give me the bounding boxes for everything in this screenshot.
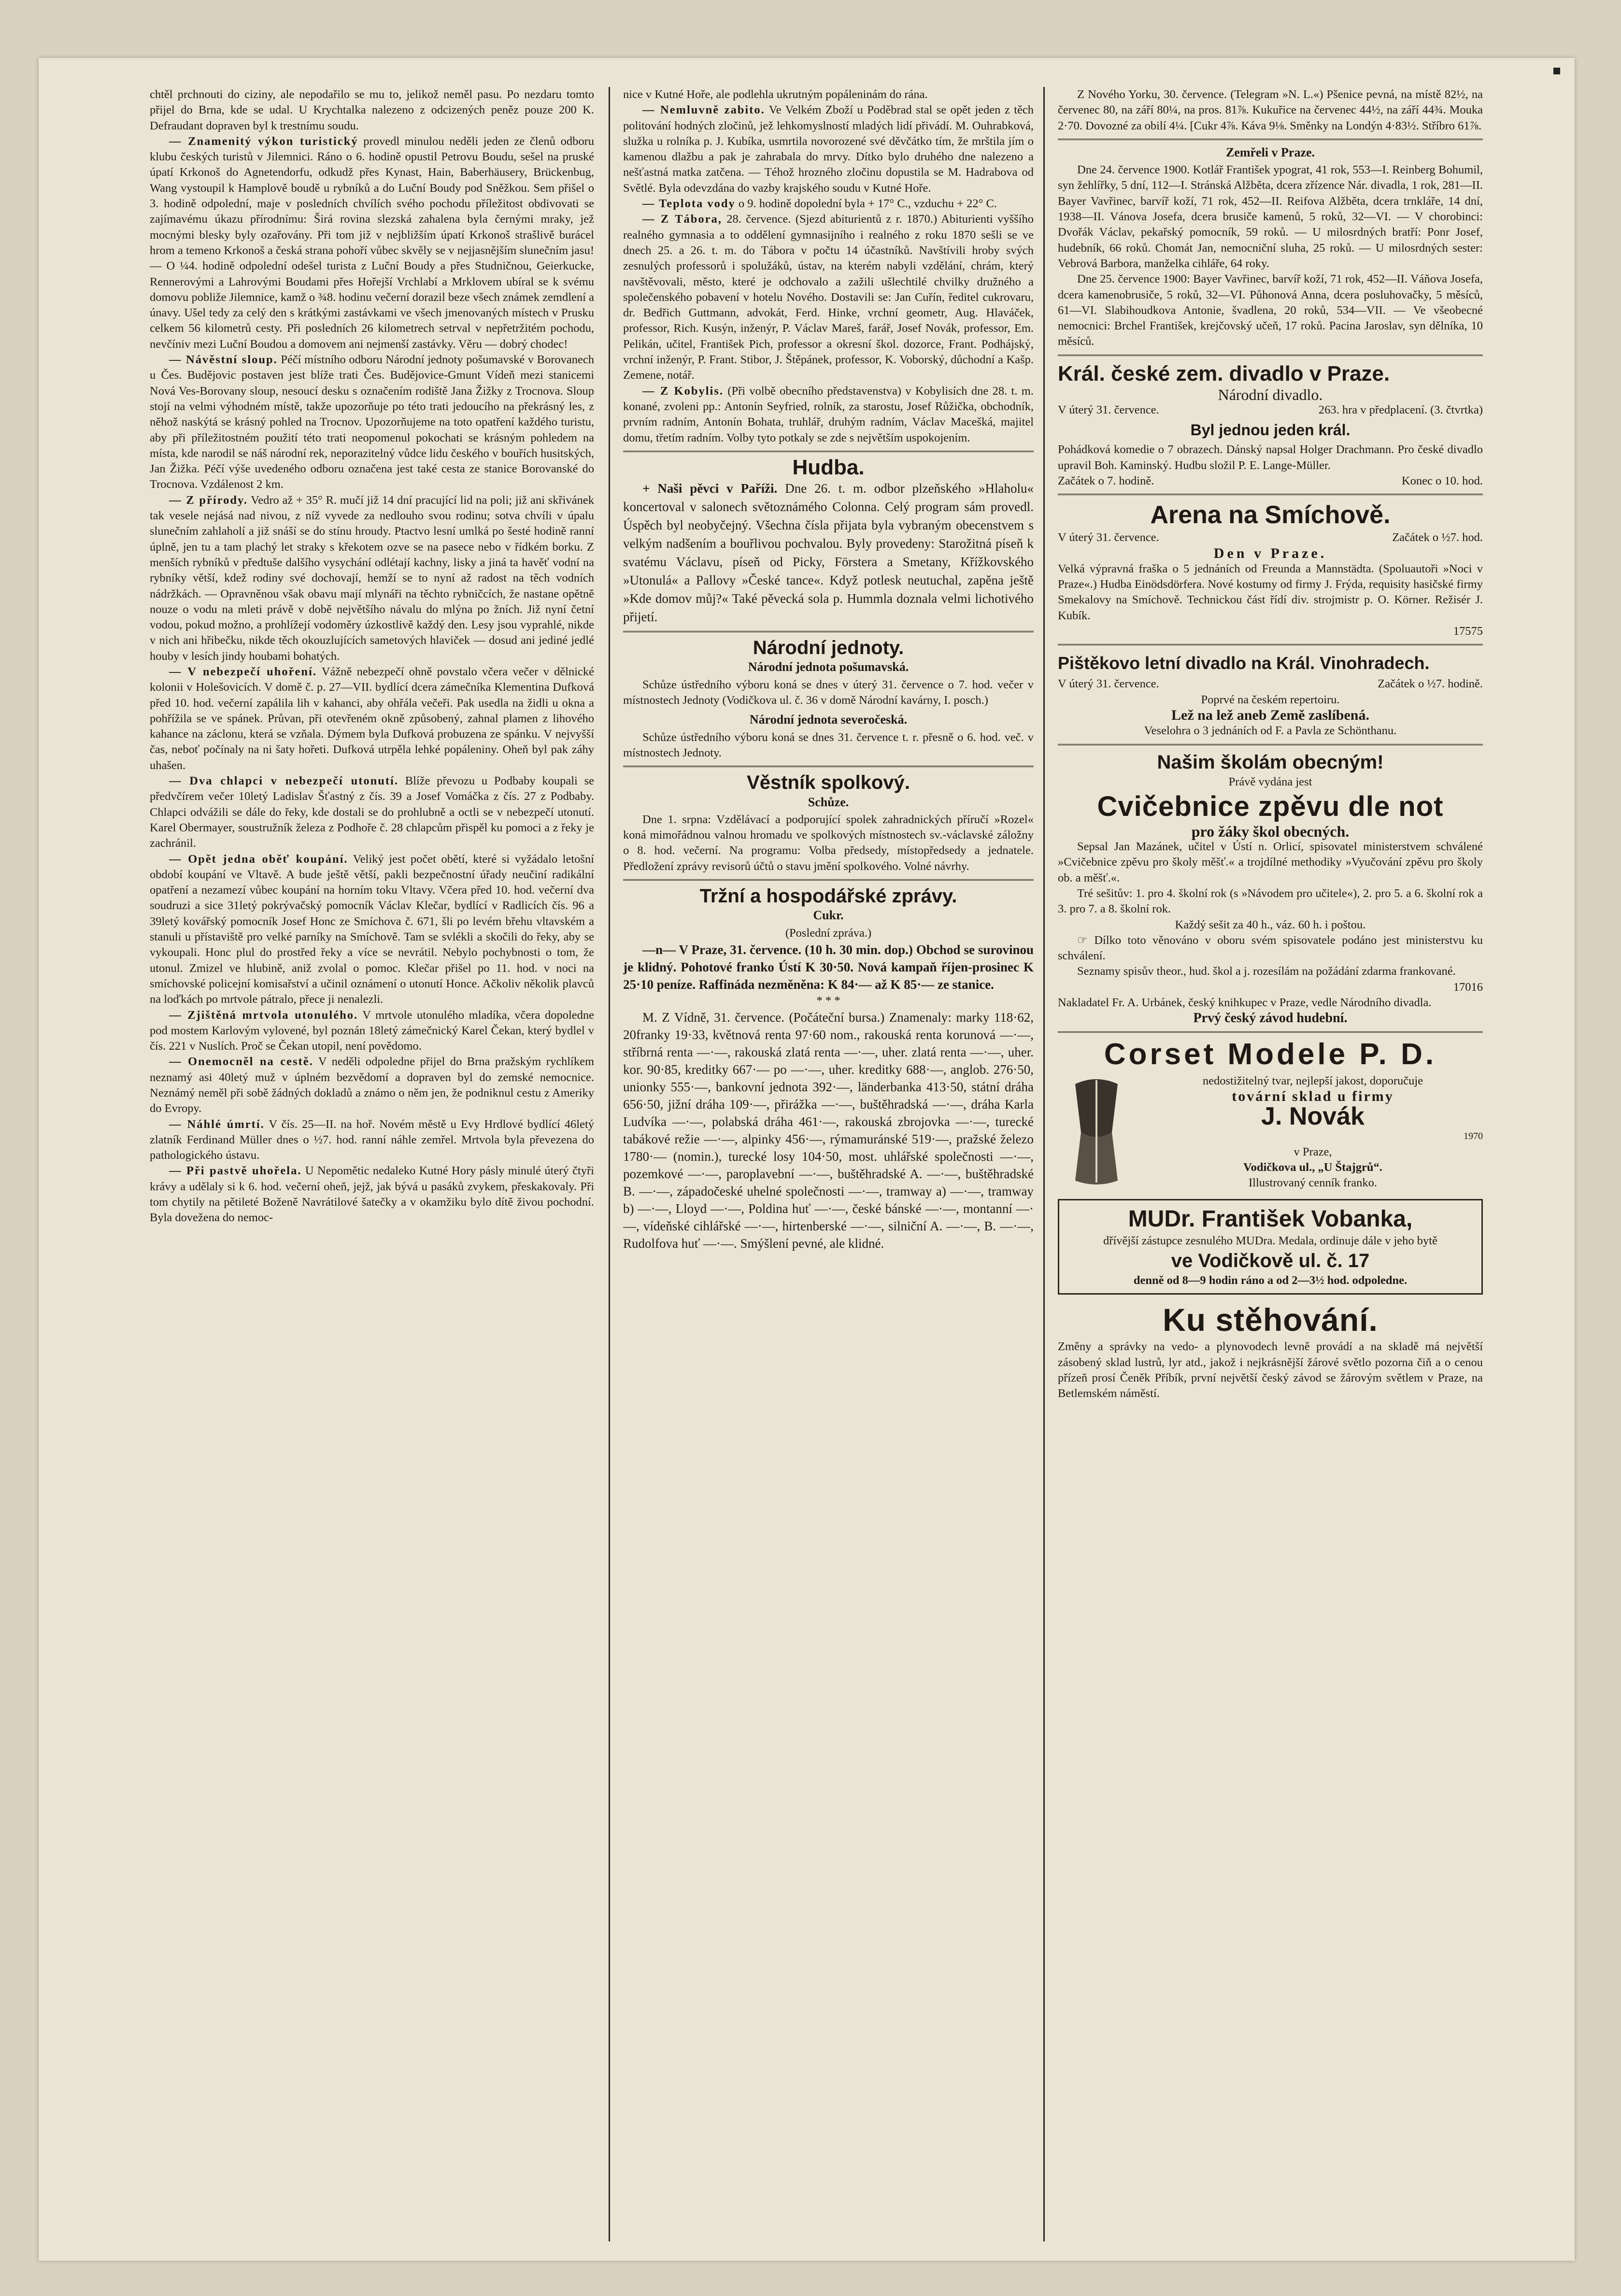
firm-name: J. Novák bbox=[1261, 1102, 1365, 1131]
article-headline: — Onemocněl na cestě. bbox=[169, 1055, 313, 1069]
article-text: V mrtvole utonulého mladíka, včera dopoledne pod mostem Karlovým vylovené, byl poznán 18letý zámečnický Karel Čekan, který bydlel v čís. 221 v Nuslích. Proč se Čekan utopil, není povědomo. bbox=[150, 1008, 594, 1053]
theatre-title: Pištěkovo letní divadlo na Král. Vinohradech. bbox=[1058, 653, 1430, 673]
article-headline: + Naši pěvci v Paříži. bbox=[642, 481, 778, 496]
section-title-hudba: Hudba. bbox=[792, 455, 865, 479]
column-middle bbox=[623, 87, 1034, 2241]
article-text: (Při volbě obecního představenstva) v Kobylisích dne 28. t. m. konané, zvoleni pp.: Antonín Seyfried, rolník, za starostu, Josef Růžička, obchodník, prvním radním, Antonín Bohata, truhlář, druhým radním, Václav Macešká, majitel domu, třetím radním. Volby tyto potkaly se zde s největším uspokojením. bbox=[623, 384, 1034, 444]
paragraph: nice v Kutné Hoře, ale podlehla ukrutným popáleninám do rána. bbox=[623, 88, 928, 101]
article-headline: — Znamenitý výkon turistický bbox=[169, 134, 358, 148]
column-rule bbox=[609, 87, 610, 2241]
ad-footer: Prvý český závod hudební. bbox=[1193, 1011, 1348, 1026]
article bbox=[623, 479, 1034, 626]
article-headline: — Dva chlapci v nebezpečí utonutí. bbox=[169, 774, 398, 788]
article-headline: — Při pastvě uhořela. bbox=[169, 1164, 302, 1178]
ad-title: MUDr. František Vobanka, bbox=[1128, 1206, 1413, 1232]
article-text: provedl minulou neděli jeden ze členů odboru klubu českých turistů v Jilemnici. Ráno o 6. hodině opustil Petrovu Boudu, sešel na pruské úpatí Krkonoš do Agnetendorfu, odkudž přes Kynast, Hain, Baberhäusery, Brückenbug, Wang vystoupil k Hamplově boudě u rybníků a do Luční Boudy pod Sněžkou. Sem přišel o 3. hodině odpolední, maje v posledních chvílích svého pochodu příležitost obdivovati se zajímavému úkazu přírodnímu: Širá rovina slezská zahalena byla černými mraky, jež mocnými blesky byly ozařovány. Při tom již v nejbližším úpatí Krkonoš strašlivě burácel hrom a temeno Krkonoš a česká strana pohoří vůbec skvěly se v nejjasnějším slunečním jasu! — O ¼4. hodině odpolední odešel turista z Luční Boudy a přes Studničnou, Geierkucke, Rennerovými a Lahrovými Boudami přes Hořejší Vrchlabí a Mrklovem ubíral se k svému domovu pobliže Jilemnice, kamž o ¾8. hodinu večerní dorazil beze všech známek zemdlení a únavy. Ušel tedy za celý den s krátkými zastávkami ve všech jmenovaných místech v Prusku celkem 56 kilometrů cesty. Při posledních 26 kilometrech setrval v nepřetržitém pochodu, nevčíniv mezi Luční Boudou a domovem ani nejmenší zastávky. Věru — dobrý chodec! bbox=[150, 134, 594, 351]
section-title-narodni-jednoty: Národní jednoty. bbox=[753, 637, 904, 659]
article-headline: — Náhlé úmrtí. bbox=[169, 1117, 265, 1131]
end-time: Konec o 10. hod. bbox=[1401, 474, 1483, 487]
article bbox=[150, 1054, 594, 1116]
theatre-row bbox=[1058, 530, 1483, 545]
article-text: U Nepomětic nedaleko Kutné Hory pásly minulé úterý čtyři krávy a udělaly si k 6. hod. večerní oheň, jejž, jak bývá u pasáků zvykem, přeskakovaly. Při tom chytily na pětileté Boženě Navrátilové šatečky a v okamžiku bylo dítě živou pochodní. Byla dovežena do nemoc- bbox=[150, 1164, 594, 1225]
start-time: Začátek o ½7. hodině. bbox=[1378, 677, 1483, 691]
article bbox=[623, 196, 1034, 212]
section-title-vestnik: Věstník spolkový. bbox=[747, 772, 910, 794]
paragraph: Schůze ústředního výboru koná se dnes v úterý 31. července o 7. hod. večer v místnostech Jednoty (Vodičkova ul. č. 36 v domě Národní kavárny, I. posch.) bbox=[623, 678, 1034, 707]
article-text: 28. července. (Sjezd abiturientů z r. 1870.) Abiturienti vyššího realného gymnasia a to oddělení gymnasijního i realného z roku 1870 sešli se ve dnech 25. a 26. t. m. do Tábora v počtu 14 účastníků. Navštívili hroby svých zesnulých professorů i spolužáků, ústav, na kterém nabyli vzdělání, chrám, který navštěvovali, město, které je odchovalo a zažili ušlechtilé chvilky družného a společenského pobavení v hotelu Nového. Dostavili se: Jan Cuřín, ředitel cukrovaru, dr. Bedřich Guttmann, advokát, Ferd. Hinke, vrchní geometr, Aug. Hlaváček, professor, Rich. Kusýn, inženýr, P. Václav Mareš, farář, Josef Novák, professor, Em. Pelikán, učitel, František Pich, professor a okresní škol. dozorce, Frant. Podhájský, vrchní inženýr, P. Frant. Stibor, J. Štěpánek, professor, K. Voborský, důchodní a Kašp. Zemene, notář. bbox=[623, 213, 1034, 382]
section-divider bbox=[1058, 355, 1483, 356]
ad-mudr bbox=[1058, 1199, 1483, 1295]
article-text: Veliký jest počet obětí, které si vyžádalo letošní období koupání ve Vltavě. A bude ještě větší, pakli bezpečnostní úřady neučiní radikální opatření a nezamezí vůbec koupání na horním toku Vltavy. Včera před 10. hod. večerní dva soudruzi a sice 31letý pokrývačský pomocník Václav Klečar, bydlící v Radlicích čís. 96 a 39letý kovářský pomocník Josef Honc ze Smíchova č. 671, šli po levém břehu vltavském a stanuli u přístaviště pro velké parníky na Smíchově. Tam se svlékli a skočili do řeky, aby se vykoupali. Honc plul do prostřed řeky a více se nevrátil. Nebylo pochybnosti o tom, že utonul. Zmizel ve hlubině, aniž zvolal o pomoc. Klečar přišel po 11. hod. v noci na smíchovské policejní komisařství a učinil oznámení o utonutí Honce. Ačkoliv několik plavců na loďkách po mrtvole pátralo, přece ji nenalezli. bbox=[150, 852, 594, 1006]
section-divider bbox=[623, 766, 1034, 767]
start-time: Začátek o 7. hodině. bbox=[1058, 474, 1154, 487]
article bbox=[150, 1117, 594, 1164]
section-divider bbox=[623, 451, 1034, 452]
paragraph: Dne 1. srpna: Vzdělávací a podporující spolek zahradnických příručí »Rozel« koná mimořádnou valnou hromadu ve spolkových místnostech sv.-václavské záložny o 8. hod. večerní. Na programu: Volba předsedy, místopředsedy a jednatele. Předložení zprávy revisorů účtů o stavu jmění spolkového. Volné návrhy. bbox=[623, 813, 1034, 873]
theatre-info: 263. hra v předplacení. (3. čtvrtka) bbox=[1318, 403, 1483, 417]
article-headline: — Z Kobylis. bbox=[642, 384, 724, 398]
ad-text: nedostižitelný tvar, nejlepší jakost, doporučuje bbox=[1202, 1074, 1423, 1087]
article bbox=[623, 384, 1034, 446]
theatre-title: Král. české zem. divadlo v Praze. bbox=[1058, 361, 1390, 385]
ad-stehovani bbox=[1058, 1300, 1483, 1401]
ad-number: 1970 bbox=[1464, 1131, 1483, 1142]
scan-marker bbox=[1553, 68, 1560, 74]
paragraph: Z Nového Yorku, 30. července. (Telegram »N. L.«) Pšenice pevná, na místě 82½, na červenec 80, na září 80¼, na pros. 81⅞. Kukuřice na červenec 44½, na září 44¾. Mouka 2·70. Dovozné za obilí 4¼. [Cukr 4⅞. Káva 9⅛. Směnky na Londýn 4·83½. Stříbro 61⅞. bbox=[1058, 88, 1483, 132]
article bbox=[150, 852, 594, 1008]
article bbox=[150, 493, 594, 664]
corset-block bbox=[1058, 1071, 1483, 1193]
paragraph: Změny a správky na vedo- a plynovodech levně provádí a na skladě má největší zásobený sklad lustrů, lyr atd., jakož i nejkrásnější žárové světlo pozorna čiň a o cenou přízeň prosí Čeněk Příbík, první největší český závod se žárovým světlem v Praze, na Betlemském náměstí. bbox=[1058, 1340, 1483, 1400]
article-text: Blíže převozu u Podbaby koupali se předvčírem večer 10letý Ladislav Šťastný z čís. 39 a Josef Vomáčka z čís. 27 z Podbaby. Chlapci odvážili se dále do řeky, kde dostali se do prohlubně a octli se v nebezpečí utonutí. Karel Obermayer, soustružník železa z Podhoře č. 28 chlapcům přispěl ku pomoci a z řeky je zachránil. bbox=[150, 774, 594, 850]
column-rule bbox=[1043, 87, 1045, 2241]
section-divider bbox=[1058, 644, 1483, 645]
paragraph: Schůze ústředního výboru koná se dnes 31. července t. r. přesně o 6. hod. več. v místnostech Jednoty. bbox=[623, 730, 1034, 759]
article-headline: — Teplota vody bbox=[642, 197, 736, 211]
pointing-hand-icon: ☞ bbox=[1077, 933, 1088, 947]
article-headline: — Opět jedna oběť koupání. bbox=[169, 852, 348, 866]
article-text: Ve Velkém Zboží u Poděbrad stal se opět jeden z těch politování hodných zločinů, jež lehkomyslností mladých lidí přivádí. M. Ouhrabková, služka u rolníka p. J. Kubíka, usmrtila novorozené své děvčátko tím, že mrštila jím o kamenou dlažbu a pak je zahrabala do mrvy. Dítko bylo druhého dne nalezeno a nešťastná matka zatčena. — Téhož hrozného zločinu dopustila se M. Hadrabova od Světlé. Byla odevzdána do vazby krajského soudu v Kutné Hoře. bbox=[623, 103, 1034, 195]
ad-corset bbox=[1058, 1038, 1483, 1193]
section-title-trzni-zpravy: Tržní a hospodářské zprávy. bbox=[699, 885, 957, 907]
section-divider bbox=[1058, 744, 1483, 745]
subsection-title: Národní jednota pošumavská. bbox=[748, 660, 909, 674]
theatre-row bbox=[1058, 473, 1483, 489]
ad-number: 17016 bbox=[1453, 980, 1483, 994]
ad-title: Ku stěhování. bbox=[1163, 1302, 1378, 1338]
paragraph: Velká výpravná fraška o 5 jednáních od Freunda a Mannstädta. (Spoluautoři »Noci v Praze«.) Hudba Einödsdörfera. Nové kostumy od firmy J. Frýda, requisity hasičské firmy Smekalovy na Smíchově. Technickou část řídí div. strojmistr p. O. Körner. Režisér J. Kubík. bbox=[1058, 562, 1483, 622]
ad-text: dřívější zástupce zesnulého MUDra. Medala, ordinuje dále v jeho bytě bbox=[1103, 1234, 1437, 1247]
column-right bbox=[1058, 87, 1483, 2241]
article-text: V čís. 25—II. na hoř. Novém městě u Evy Hrdlové bydlící 46letý zlatník Ferdinand Müller dnes o ½7. hod. ranní náhle zemřel. Mrtvola byla převezena do pathologického ústavu. bbox=[150, 1117, 594, 1162]
subsection-title: Cukr. bbox=[813, 908, 844, 923]
paragraph: Dne 25. července 1900: Bayer Vavřinec, barvíř koží, 71 rok, 452—II. Váňova Josefa, dcera kamenobrusiče, 5 roků, 32—VI. Půhonová Anna, dcera posluhovačky, 5 měsíců, 61—VI. Slabihoudkova Antonie, švadlena, 20 roků, 534—VII. — Ve všeobecné nemocnici: Brchel František, krejčovský učeň, 17 roků. Pacina Jaroslav, syn dělníka, 10 měsíců. bbox=[1058, 272, 1483, 348]
play-title: Den v Praze. bbox=[1213, 545, 1327, 561]
paragraph: Sepsal Jan Mazánek, učitel v Ústí n. Orlicí, spisovatel ministerstvem schválené »Cvičebnice zpěvu pro školy měšť.« a trojdílné methodiky »Vyučování zpěvu pro školy ob. a měšť.«. bbox=[1058, 840, 1483, 884]
section-divider bbox=[623, 879, 1034, 881]
article-headline: — Z přírody. bbox=[169, 493, 248, 507]
article-headline: — Nemluvně zabito. bbox=[642, 103, 765, 117]
ad-title: Corset Modele P. D. bbox=[1104, 1037, 1437, 1071]
subsection-title: Národní jednota severočeská. bbox=[749, 713, 908, 727]
theatre-note: Poprvé na českém repertoiru. bbox=[1201, 693, 1340, 706]
ad-subtitle: pro žáky škol obecných. bbox=[1191, 822, 1350, 840]
article bbox=[150, 134, 594, 352]
article-text: V neděli odpoledne přijel do Brna pražským rychlíkem neznamý asi 40letý muž v úplném bezvědomí a dopraven byl do zemské nemocnice. Neznámý neměl při sobě žádných dokladů a známo o něm jen, že podniknul cestu z Ameriky do Evropy. bbox=[150, 1055, 594, 1115]
ad-text: Illustrovaný cenník franko. bbox=[1248, 1176, 1378, 1190]
ad-address: ve Vodičkově ul. č. 17 bbox=[1171, 1250, 1370, 1271]
article-text: Vedro až + 35° R. mučí již 14 dní pracující lid na poli; již ani skřivánek tak vesele nejásá nad nivou, z níž vyvede za nedlouho svou rodinu; sotva chvíli v úpalu slunečním zahlaholí a již snáší se do stínu hroudy. Ptactvo lesní umlká po šesté hodině ranní úplně, jen tu a tam plachý let straky s křekotem ozve se na pasece nebo v řídkém borku. Z menších rybníků v předtuše dalšího vysychání odlétají kachny, lisky a jiná ta havěť vodní na rybníky větší, kdež rodiny své dochovají, hemží se to nyní až radost na těch vodních nádržkách. — Opravněnou však obavu mají mlynáři na těchto rybničcích, že nastane opětně nouze o vodu na mleti právě v době největšího návalu do mlýna po žních. Již nyní četní vodou, pokud možno, a prohlížejí vodoměry úzkostlivě každý den. Lesy jsou vyprahlé, nikde v nich ani hřibečku, nikde těch okouzlujících sametových hlaviček — dosud ani jediné jedlé houby v lesích jindy houbami bohatých. bbox=[150, 493, 594, 663]
paragraph: Dne 24. července 1900. Kotlář František ypograt, 41 rok, 553—I. Reinberg Bohumil, syn žehlířky, 5 dní, 112—I. Stránská Alžběta, dcera zřízence Nár. divadla, 1 rok, 281—II. Bayer Vavřinec, barvíř koží, 71 rok, 452—II. Reifova Alžběta, dcera trnkláře, 14 dní, 1938—II. Vánova Josefa, dcera brusiče kamenů, 5 roků, 32—VI. — V chorobinci: Dvořák Václav, pekařský pomocník, 59 roků. — U milosrdných bratří: Ponr Josef, hudebník, 66 roků. Chomát Jan, nemocniční sluha, 25 roků. — U milosrdných sester: Vebrová Barbora, manželka cihláře, 64 roky. bbox=[1058, 163, 1483, 270]
ad-title: Našim školám obecným! bbox=[1157, 751, 1384, 773]
ad-headline: Cvičebnice zpěvu dle not bbox=[1097, 790, 1444, 822]
article-text: Péčí místního odboru Národní jednoty pošumavské v Borovanech u Čes. Budějovic postaven jest blíže trati Čes. Budějovice-Gmunt Vídeň mezi stanicemi Nová Ves-Borovany sloup, nesoucí desku s označením rodiště Jana Žižky z Trocnova. Sloup stojí na velmi výhodném místě, takže upozorňuje po této trati jedoucího na překrásný les, z něhož naskýtá se krásný pohled na Trocnov. Upozorňujeme na toto opatření každého turistu, aby při příležitostném použití této trati neopomenul pokochati se krásným pohledem na místa, kde narodil se náš národní rek, neporazitelný vůdce lidu českého v bouřích husitských, Jan Žižka. Péčí výše uvedeného odboru označena jest také cesta ze stanice Borovanské do Trocnova. Vzdálenost 2 km. bbox=[150, 353, 594, 491]
theatre-row bbox=[1058, 402, 1483, 418]
paragraph: Tré sešitův: 1. pro 4. školní rok (s »Návodem pro učitele«), 2. pro 5. a 6. školní rok a 3. pro 7. a 8. školní rok. bbox=[1058, 886, 1483, 916]
ad-note: Dílko toto věnováno v oboru svém spisovatele podáno jest ministerstvu ku schválení. bbox=[1058, 933, 1483, 963]
theatre-row bbox=[1058, 676, 1483, 692]
ad-address: Vodičkova ul., „U Štajgrů“. bbox=[1243, 1160, 1382, 1174]
section-divider bbox=[623, 631, 1034, 632]
article-text: o 9. hodině dopolední byla + 17° C., vzduchu + 22° C. bbox=[738, 197, 997, 211]
theatre-ad-arena bbox=[1058, 500, 1483, 639]
theatre-note: Veselohra o 3 jednáních od F. a Pavla ze Schönthanu. bbox=[1144, 724, 1397, 738]
newspaper-page bbox=[39, 58, 1575, 2261]
theatre-subtitle: Národní divadlo. bbox=[1218, 385, 1323, 403]
article bbox=[150, 664, 594, 773]
ad-hours: denně od 8—9 hodin ráno a od 2—3½ hod. odpoledne. bbox=[1133, 1273, 1408, 1287]
article-headline: — V nebezpečí uhoření. bbox=[169, 665, 317, 678]
article bbox=[150, 773, 594, 851]
section-divider bbox=[1058, 1031, 1483, 1033]
ad-subtitle: Právě vydána jest bbox=[1228, 775, 1312, 788]
corset-illustration-icon bbox=[1058, 1074, 1135, 1190]
paragraph: chtěl prchnouti do ciziny, ale nepodařilo se mu to, jelikož neměl pasu. Po nezdaru tomto přijel do Brna, kde se udal. U Krychtalka nalezeno z odcizených peněz pouze 200 K. Defraudant dopraven byl k trestnímu soudu. bbox=[150, 88, 594, 132]
article-headline: — Z Tábora, bbox=[642, 213, 722, 226]
article bbox=[150, 1163, 594, 1226]
article bbox=[623, 212, 1034, 383]
theatre-date: V úterý 31. července. bbox=[1058, 677, 1159, 691]
article bbox=[150, 352, 594, 493]
ad-text: v Praze, bbox=[1294, 1145, 1332, 1158]
subsection-title: Schůze. bbox=[808, 795, 849, 809]
column-left bbox=[150, 87, 594, 2241]
theatre-title: Arena na Smíchově. bbox=[1150, 501, 1391, 529]
ad-cvicebnice bbox=[1058, 750, 1483, 1027]
paragraph: Každý sešit za 40 h., váz. 60 h. i poštou. bbox=[1175, 918, 1366, 931]
article bbox=[150, 1008, 594, 1055]
publisher: Nakladatel Fr. A. Urbánek, český knihkupec v Praze, vedle Národního divadla. bbox=[1058, 996, 1432, 1010]
paragraph: —n— V Praze, 31. července. (10 h. 30 min. dop.) Obchod se surovinou je klidný. Pohotové franko Ústí K 30·50. Nová kampaň říjen-prosinec K 25·10 peníze. Raffináda nezměněna: K 84·— až K 85·— ze stanice. bbox=[623, 942, 1034, 992]
theatre-ad-narodni bbox=[1058, 361, 1483, 489]
paragraph: M. Z Vídně, 31. července. (Počáteční bursa.) Znamenaly: marky 118·62, 20franky 19·33, květnová renta 97·60 nom., rakouská renta korunová —·—, stříbrná renta —·—, rakouská zlatá renta —·—, uher. zlatá renta —·—, uher. kor. 90·85, kreditky 667·— po —·—, uher. kreditky 688·—, anglob. 276·50, unionky 555·—, bankovní jednota 392·—, länderbanka 413·50, státní dráha 656·50, jižní dráha 109·—, přirážka —·—, buštěhradská —·—, dráha Karla Ludvíka —·—, polabská dráha 461·—, rakouská zbrojovka —·—, turecké tabákové režie —·—, alpinky 456·—, rýmamuránské 519·—, pražské železo 1780·— (nomin.), turecké losy 104·50, most. uhlářské společnosti —·—, pozemkové —·—, paroplavební —·—, buštěhradské A. —·—, buštěhradské B. —·—, západočeské uhelné společnosti —·—, tramway a) —·—, tramway b) —·—, Lloyd —·—, Poldina huť —·—, české bánské —·—, montanní —·—, vídeňské cihlářské —·—, hirtenberské —·—, silniční A. —·—, B. —·—, Rudolfova huť —·—. Smýšlení pevné, ale klidné. bbox=[623, 1010, 1034, 1251]
section-title-zemreli: Zemřeli v Praze. bbox=[1225, 145, 1315, 159]
section-divider bbox=[1058, 494, 1483, 495]
corset-text bbox=[1143, 1073, 1483, 1191]
play-title: Byl jednou jeden král. bbox=[1190, 421, 1351, 439]
article-text: Dne 26. t. m. odbor plzeňského »Hlaholu« koncertoval v salonech světoznámého Colonna. Celý program sám provedl. Úspěch byl neobyčejný. Všechna čísla přijata byla vybraným obecenstvem s velkým nadšením a bouřlivou pochvalou. Byly provedeny: Starožitná píseň k svatému Václavu, píseň od Picky, Förstera a Smetany, Křížkovského »Utonulá« a Pallovy »České tance«. Když potlesk neutuchal, zapěna ještě »Kde domov můj?« Také pěvecká sola p. Hummla doznala velmi lichotivého přijetí. bbox=[623, 481, 1034, 625]
ad-text: tovární sklad u firmy bbox=[1232, 1088, 1394, 1105]
paragraph: Seznamy spisův theor., hud. škol a j. rozesílám na požádání zdarma frankované. bbox=[1077, 965, 1456, 978]
article-headline: — Návěstní sloup. bbox=[169, 353, 278, 367]
section-divider bbox=[1058, 139, 1483, 140]
theatre-date: V úterý 31. července. bbox=[1058, 531, 1159, 544]
subsection-note: (Poslední zpráva.) bbox=[785, 926, 872, 940]
paragraph: Pohádková komedie o 7 obrazech. Dánský napsal Holger Drachmann. Pro české divadlo upravil Boh. Kaminský. Hudbu složil P. E. Lange-Müller. bbox=[1058, 443, 1483, 472]
play-title: Lež na lež aneb Země zaslíbená. bbox=[1171, 707, 1369, 723]
article-headline: — Zjištěná mrtvola utonulého. bbox=[169, 1008, 358, 1022]
start-time: Začátek o ½7. hod. bbox=[1392, 531, 1483, 544]
theatre-date: V úterý 31. července. bbox=[1058, 403, 1159, 417]
ad-number: 17575 bbox=[1453, 625, 1483, 638]
article-text: Vážně nebezpečí ohně povstalo včera večer v dělnické kolonii v Holešovicích. V domě č. p. 27—VII. bydlící dcera zámečníka Klementina Dufková před 10. hod. večerní zapálila lih v kahanci, aby ohřála večeři. Pak usedla na židli u okna a pohřížila se ve spánek. Průvan, při otevřeném okně způsobený, zahnal plamen z lihového kahance na záclonu, která se vzňala. Dýmem byla Dufková probuzena ze spánku. V nejvyšší čas, neboť počínaly na ni šaty hořeti. Dufková utrpěla lehké popáleniny. Oheň byl pak záhy uhašen. bbox=[150, 665, 594, 772]
theatre-ad-pistek bbox=[1058, 650, 1483, 739]
ornament-stars: * * * bbox=[816, 994, 840, 1007]
article bbox=[623, 102, 1034, 196]
paragraph bbox=[1058, 933, 1483, 964]
